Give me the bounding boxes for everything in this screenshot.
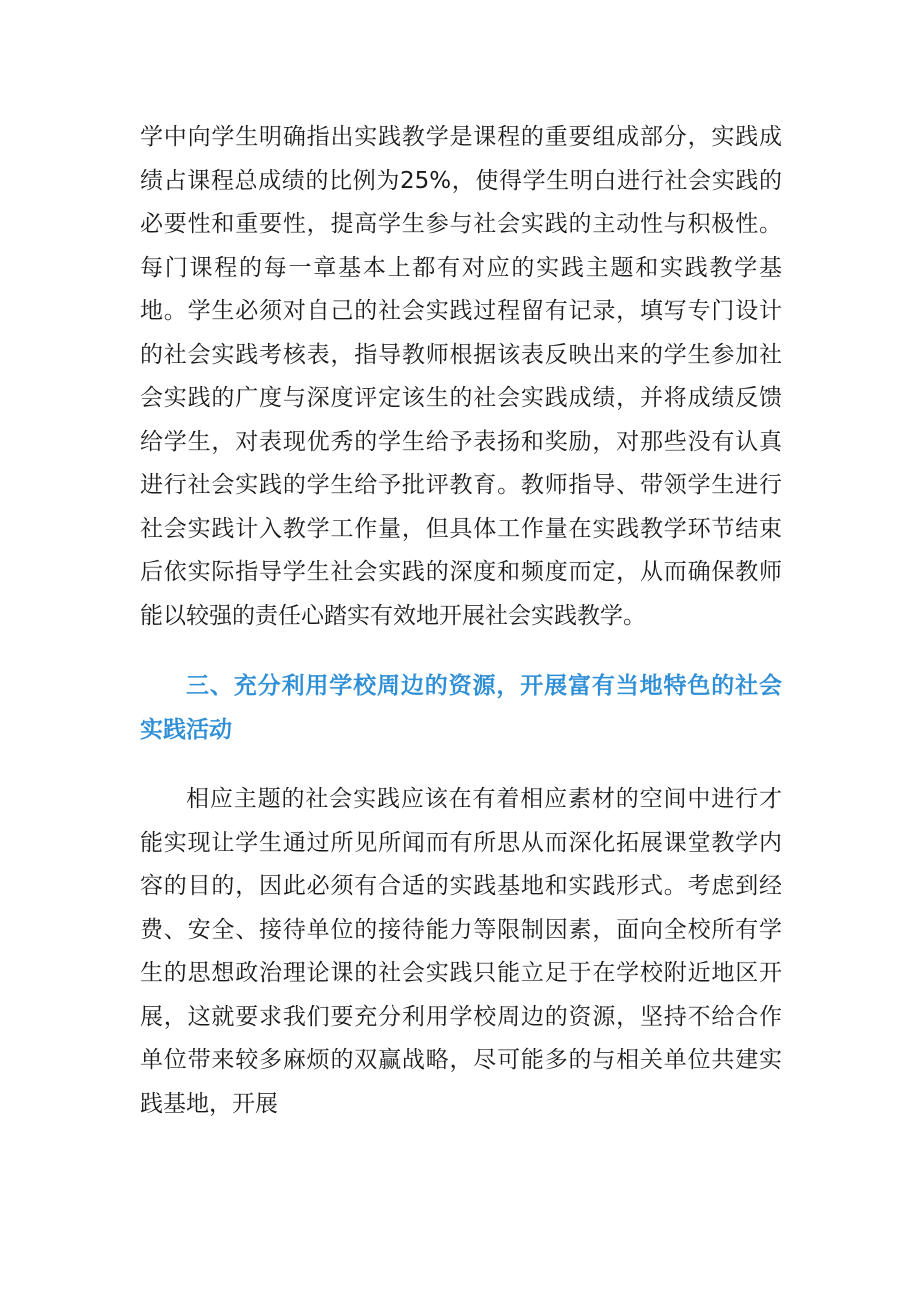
section-heading: 三、充分利用学校周边的资源，开展富有当地特色的社会实践活动 [140,673,782,743]
body-paragraph: 相应主题的社会实践应该在有着相应素材的空间中进行才能实现让学生通过所见所闻而有所思从而深化拓展课堂教学内容的目的，因此必须有合适的实践基地和实践形式。考虑到经费、安全、接待单位的接待能力等限制因素，面向全校所有学生的思想政治理论课的社会实践只能立足于在学校附近地区开展，这就要求我们要充分利用学校周边的资源，坚持不给合作单位带来较多麻烦的双赢战略，尽可能多的与相关单位共建实践基地，开展 [140,786,782,1117]
document-body [140,116,782,1126]
body-paragraph-continued: 学中向学生明确指出实践教学是课程的重要组成部分，实践成绩占课程总成绩的比例为25%，使得学生明白进行社会实践的必要性和重要性，提高学生参与社会实践的主动性与积极性。每门课程的每一章基本上都有对应的实践主题和实践教学基地。学生必须对自己的社会实践过程留有记录，填写专门设计的社会实践考核表，指导教师根据该表反映出来的学生参加社会实践的广度与深度评定该生的社会实践成绩，并将成绩反馈给学生，对表现优秀的学生给予表扬和奖励，对那些没有认真进行社会实践的学生给予批评教育。教师指导、带领学生进行社会实践计入教学工作量，但具体工作量在实践教学环节结束后依实际指导学生社会实践的深度和频度而定，从而确保教师能以较强的责任心踏实有效地开展社会实践教学。 [140,124,782,629]
